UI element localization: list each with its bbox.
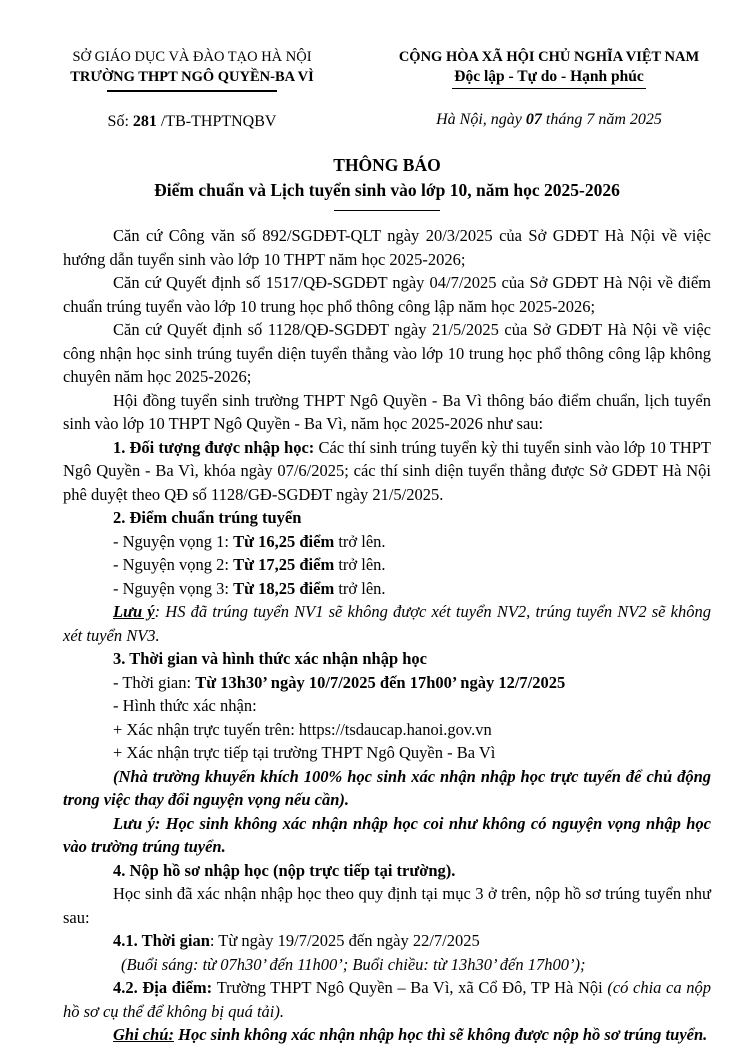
note-nv-priority: Lưu ý: HS đã trúng tuyển NV1 sẽ không được xét tuyển NV2, trúng tuyển NV2 sẽ không xét tuyển NV3. [63, 602, 711, 645]
dossier-intro: Học sinh đã xác nhận nhập học theo quy định tại mục 3 ở trên, nộp hồ sơ trúng tuyển như sau: [63, 884, 711, 927]
document-number: Số: 281 /TB-THPTNQBV [107, 112, 277, 130]
school-name-rule [107, 90, 277, 92]
encouragement-note: (Nhà trường khuyến khích 100% học sinh xác nhận nhập học trực tuyến để chủ động trong việc thay đổi nguyện vọng nếu cần). [63, 766, 711, 810]
cutoff-score-nv2: - Nguyện vọng 2: Từ 17,25 điểm trở lên. [113, 555, 386, 575]
issue-date: Hà Nội, ngày 07 tháng 7 năm 2025 [436, 111, 662, 128]
document-subtitle: Điểm chuẩn và Lịch tuyển sinh vào lớp 10, năm học 2025-2026 [154, 179, 620, 200]
announcement-paragraph: Hội đồng tuyển sinh trường THPT Ngô Quyền - Ba Vì thông báo điểm chuẩn, lịch tuyển sinh vào lớp 10 THPT Ngô Quyền - Ba Vì, năm học 2025-2026 như sau: [63, 390, 711, 434]
document-title: THÔNG BÁO [333, 154, 441, 175]
confirmation-online: + Xác nhận trực tuyến trên: https://tsdaucap.hanoi.gov.vn [113, 719, 492, 739]
citation-paragraph-3: Căn cứ Quyết định số 1128/QĐ-SGDĐT ngày 21/5/2025 của Sở GDĐT Hà Nội về việc công nhận học sinh trúng tuyển diện tuyển thẳng vào lớp 10 trung học phổ thông công lập không chuyên năm học 2025-2026; [63, 320, 711, 387]
cutoff-score-nv3: - Nguyện vọng 3: Từ 18,25 điểm trở lên. [113, 578, 386, 598]
dossier-location: 4.2. Địa điểm: Trường THPT Ngô Quyền – Ba Vì, xã Cổ Đô, TP Hà Nội (có chia ca nộp hồ sơ cụ thể để không bị quá tải). [63, 978, 711, 1021]
issuing-org-block [63, 48, 321, 131]
document-body [63, 224, 711, 1047]
cutoff-score-nv1: - Nguyện vọng 1: Từ 16,25 điểm trở lên. [113, 531, 386, 551]
section-3-heading: 3. Thời gian và hình thức xác nhận nhập học [113, 649, 428, 669]
dossier-time: 4.1. Thời gian: Từ ngày 19/7/2025 đến ngày 22/7/2025 [113, 931, 480, 951]
national-title: CỘNG HÒA XÃ HỘI CHỦ NGHĨA VIỆT NAM [398, 49, 700, 65]
document-header [63, 48, 711, 131]
dossier-hours: (Buổi sáng: từ 07h30’ đến 11h00’; Buổi chiều: từ 13h30’ đến 17h00’); [121, 954, 586, 974]
title-rule [334, 210, 440, 212]
national-header-block [387, 48, 711, 129]
section-4-heading: 4. Nộp hồ sơ nhập học (nộp trực tiếp tại trường). [113, 860, 456, 880]
citation-paragraph-1: Căn cứ Công văn số 892/SGDĐT-QLT ngày 20/3/2025 của Sở GDĐT Hà Nội về việc hướng dẫn tuyển sinh vào lớp 10 THPT năm học 2025-2026; [63, 226, 711, 269]
section-1-eligibility: 1. Đối tượng được nhập học: Các thí sinh trúng tuyển kỳ thi tuyển sinh vào lớp 10 THPT Ngô Quyền - Ba Vì, khóa ngày 07/6/2025; các thí sinh diện tuyển thẳng được Sở GDĐT Hà Nội phê duyệt theo QĐ số 1128/GĐ-SGDĐT ngày 21/5/2025. [63, 437, 711, 504]
motto-line [387, 67, 711, 89]
school-name: TRƯỜNG THPT NGÔ QUYỀN-BA VÌ [70, 69, 314, 85]
parent-org-name: SỞ GIÁO DỤC VÀ ĐÀO TẠO HÀ NỘI [72, 49, 312, 65]
no-confirmation-warning: Lưu ý: Học sinh không xác nhận nhập học coi như không có nguyện vọng nhập học vào trường trúng tuyển. [63, 813, 711, 857]
citation-paragraph-2: Căn cứ Quyết định số 1517/QĐ-SGDĐT ngày 04/7/2025 của Sở GDĐT Hà Nội về điểm chuẩn trúng tuyển vào lớp 10 trung học phổ thông công lập năm học 2025-2026; [63, 273, 711, 316]
confirmation-in-person: + Xác nhận trực tiếp tại trường THPT Ngô Quyền - Ba Vì [113, 743, 496, 763]
final-note: Ghi chú: Học sinh không xác nhận nhập học thì sẽ không được nộp hồ sơ trúng tuyển. [113, 1025, 708, 1045]
national-motto: Độc lập - Tự do - Hạnh phúc [452, 67, 645, 89]
title-block [63, 153, 711, 212]
section-2-heading: 2. Điểm chuẩn trúng tuyển [113, 508, 302, 528]
confirmation-time: - Thời gian: Từ 13h30’ ngày 10/7/2025 đến 17h00’ ngày 12/7/2025 [113, 672, 566, 692]
confirmation-methods: - Hình thức xác nhận: [113, 696, 257, 716]
